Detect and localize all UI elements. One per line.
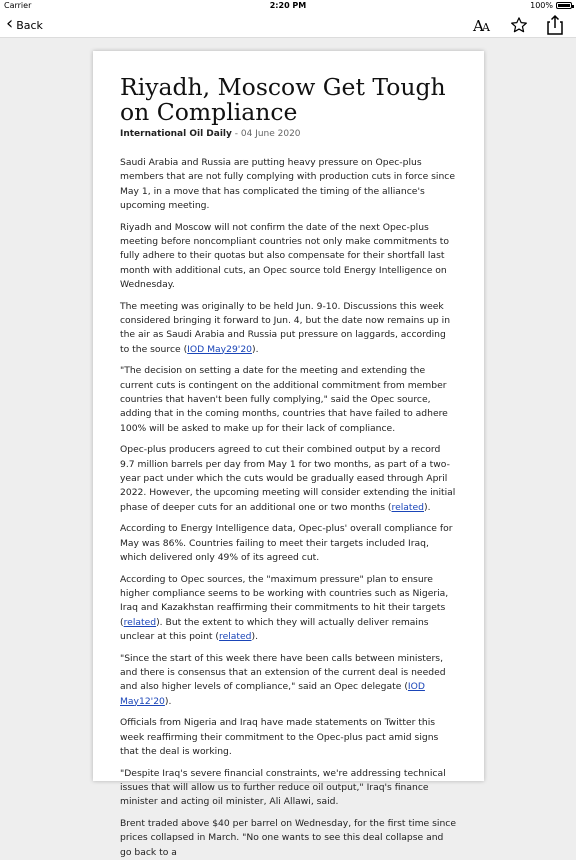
paragraph-text: ). But the extent to which they will actually deliver remains unclear at this point ( — [120, 616, 429, 642]
navigation-bar — [0, 12, 576, 38]
paragraph: "Despite Iraq's severe financial constraints, we're addressing technical issues that will allow us to further reduce oil output," Iraq's finance minister and acting oil minister, Ali Allawi, said. — [120, 767, 446, 808]
paragraph: Officials from Nigeria and Iraq have made statements on Twitter this week reaffirming their commitment to the Opec-plus pact amid signs that the deal is working. — [120, 717, 439, 757]
carrier-label: Carrier — [4, 1, 32, 10]
svg-text:A: A — [482, 21, 490, 34]
paragraph: Riyadh and Moscow will not confirm the date of the next Opec-plus meeting before noncompliant countries not only make commitments to fully adhere to their quotas but also compensate for their shortfall last month with additional cuts, an Opec source told Energy Intelligence on Wednesday. — [120, 221, 450, 290]
paragraph — [120, 443, 457, 514]
paragraph — [120, 652, 457, 709]
toolbar-actions — [472, 14, 566, 36]
paragraph-text: According to Opec sources, the "maximum pressure" plan to ensure higher compliance seems to be working with countries such as Nigeria, Iraq and Kazakhstan reaffirming their commitments to hit their targets ( — [120, 573, 449, 628]
article-source: International Oil Daily — [120, 129, 232, 139]
paragraph-text: "Since the start of this week there have been calls between ministers, and there is consensus that an extension of the current deal is needed and also higher levels of compliance," said an Opec delegate ( — [120, 652, 446, 693]
status-time: 2:20 PM — [269, 1, 307, 10]
paragraph: According to Energy Intelligence data, Opec-plus' overall compliance for May was 86%. Countries failing to meet their targets included Iraq, which delivered only 49% of its agreed cut. — [120, 523, 453, 563]
link-related[interactable]: related — [219, 630, 252, 642]
svg-text:A: A — [473, 17, 484, 35]
paragraph: "The decision on setting a date for the meeting and extending the current cuts is contingent on the additional commitment from member countries that haven't been fully complying," said the Opec source, adding that in the coming months, countries that have failed to adhere 100% will be asked to make up for their lack of compliance. — [120, 365, 448, 434]
paragraph — [120, 300, 457, 357]
paragraph — [120, 573, 457, 644]
paragraph-text: ). — [251, 630, 259, 642]
article-title: Riyadh, Moscow Get Tough on Compliance — [120, 73, 446, 126]
link-iod-may29[interactable]: IOD May29'20 — [187, 343, 253, 355]
paragraph-text: ). — [252, 343, 259, 355]
link-related[interactable]: related — [123, 616, 157, 628]
article-byline — [120, 129, 457, 139]
article-date: - 04 June 2020 — [231, 129, 301, 139]
link-related[interactable]: related — [391, 501, 425, 513]
star-icon[interactable] — [508, 14, 530, 36]
font-size-icon[interactable] — [472, 14, 494, 36]
share-icon[interactable] — [544, 14, 566, 36]
battery-percent: 100% — [530, 1, 553, 10]
battery-indicator — [530, 1, 572, 10]
paragraph-text: ). — [424, 501, 431, 513]
chevron-left-icon: ‹ — [6, 13, 14, 34]
link-iod-may12[interactable]: IOD May12'20 — [120, 681, 425, 707]
paragraph: Brent traded above $40 per barrel on Wednesday, for the first time since prices collapsed in March. "No one wants to see this deal collapse and go back to a — [120, 818, 456, 858]
status-bar — [0, 0, 576, 12]
paragraph: Saudi Arabia and Russia are putting heavy pressure on Opec-plus members that are not fully complying with production cuts in force since May 1, in a move that has complicated the timing of the alliance's upcoming meeting. — [120, 157, 456, 211]
battery-icon — [556, 2, 572, 9]
paragraph-text: Opec-plus producers agreed to cut their combined output by a record 9.7 million barrels per day from May 1 for two months, as part of a two-year pact under which the cuts would be gradually eased through April 2022. However, the upcoming meeting will consider extending the initial phase of deeper cuts for an additional one or two months ( — [120, 444, 456, 513]
article-card — [93, 51, 484, 858]
back-button[interactable] — [6, 15, 43, 35]
paragraph-text: ). — [164, 695, 172, 707]
paragraph-text: The meeting was originally to be held Jun. 9-10. Discussions this week considered bringing it forward to Jun. 4, but the date now remains up in the air as Saudi Arabia and Russia put pressure on laggards, according to the source ( — [120, 300, 451, 355]
back-label: Back — [16, 18, 43, 32]
battery-fill — [558, 4, 570, 7]
